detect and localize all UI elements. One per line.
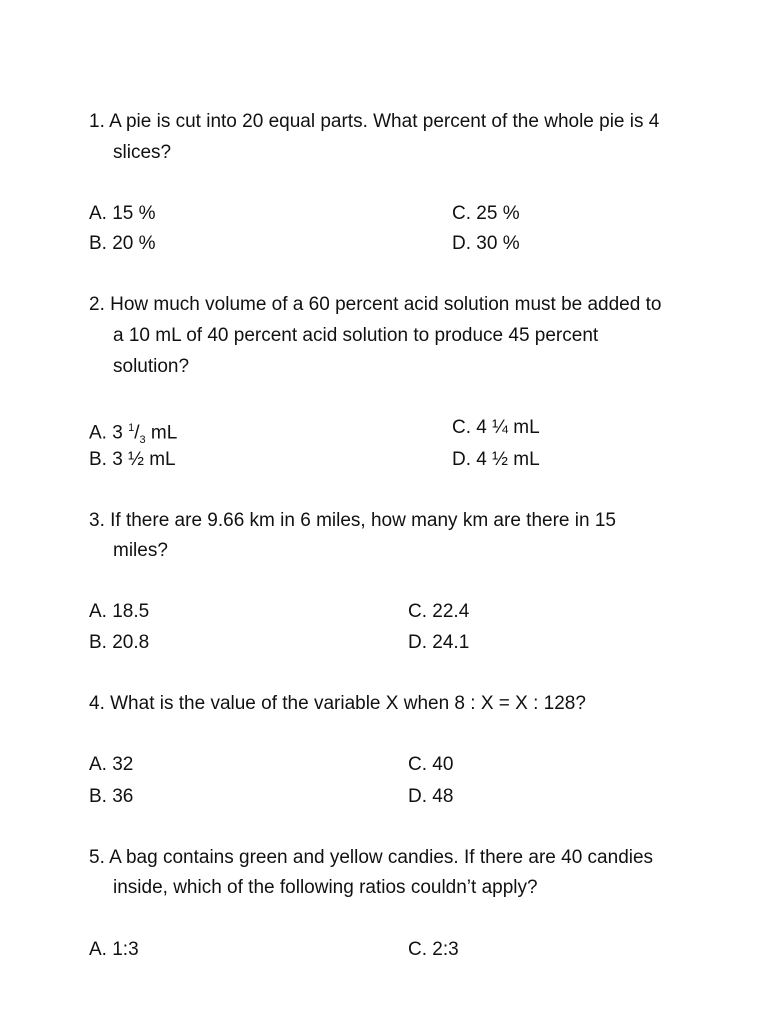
question-3-option-c: C. 22.4	[408, 601, 470, 622]
fraction-denominator: 3	[139, 434, 146, 447]
question-3-line-2: miles?	[113, 540, 168, 561]
question-1-option-d: D. 30 %	[452, 233, 520, 254]
question-2-line-1: 2. How much volume of a 60 percent acid solution must be added to	[89, 294, 662, 315]
question-4-option-a: A. 32	[89, 754, 134, 775]
question-3-option-a: A. 18.5	[89, 601, 150, 622]
question-5-line-1: 5. A bag contains green and yellow candies. If there are 40 candies	[89, 847, 654, 868]
question-1-option-c: C. 25 %	[452, 203, 520, 224]
question-5-option-a: A. 1:3	[89, 939, 139, 960]
question-5-line-2: inside, which of the following ratios couldn’t apply?	[113, 877, 538, 898]
question-2-option-b: B. 3 ½ mL	[89, 449, 176, 470]
option-a-prefix: A. 3	[89, 422, 129, 444]
question-1-option-b: B. 20 %	[89, 233, 156, 254]
question-2-option-d: D. 4 ½ mL	[452, 449, 540, 470]
fraction-numerator: 1	[128, 422, 135, 434]
question-3-option-d: D. 24.1	[408, 632, 470, 653]
question-2-option-c: C. 4 ¼ mL	[452, 417, 540, 438]
question-3-option-b: B. 20.8	[89, 632, 150, 653]
question-2-line-3: solution?	[113, 356, 190, 377]
fraction-slash: /	[134, 422, 140, 444]
option-a-unit: mL	[145, 422, 178, 444]
question-1-line-2: slices?	[113, 142, 172, 163]
question-1-option-a: A. 15 %	[89, 203, 156, 224]
question-2-line-2: a 10 mL of 40 percent acid solution to produce 45 percent	[113, 325, 599, 346]
question-1-line-1: 1. A pie is cut into 20 equal parts. What percent of the whole pie is 4	[89, 111, 660, 132]
question-2-option-a	[89, 416, 177, 452]
question-4-line-1: 4. What is the value of the variable X when 8 : X = X : 128?	[89, 693, 586, 714]
question-4-option-c: C. 40	[408, 754, 454, 775]
question-3-line-1: 3. If there are 9.66 km in 6 miles, how many km are there in 15	[89, 510, 616, 531]
question-5-option-c: C. 2:3	[408, 939, 459, 960]
question-4-option-b: B. 36	[89, 786, 134, 807]
question-4-option-d: D. 48	[408, 786, 454, 807]
